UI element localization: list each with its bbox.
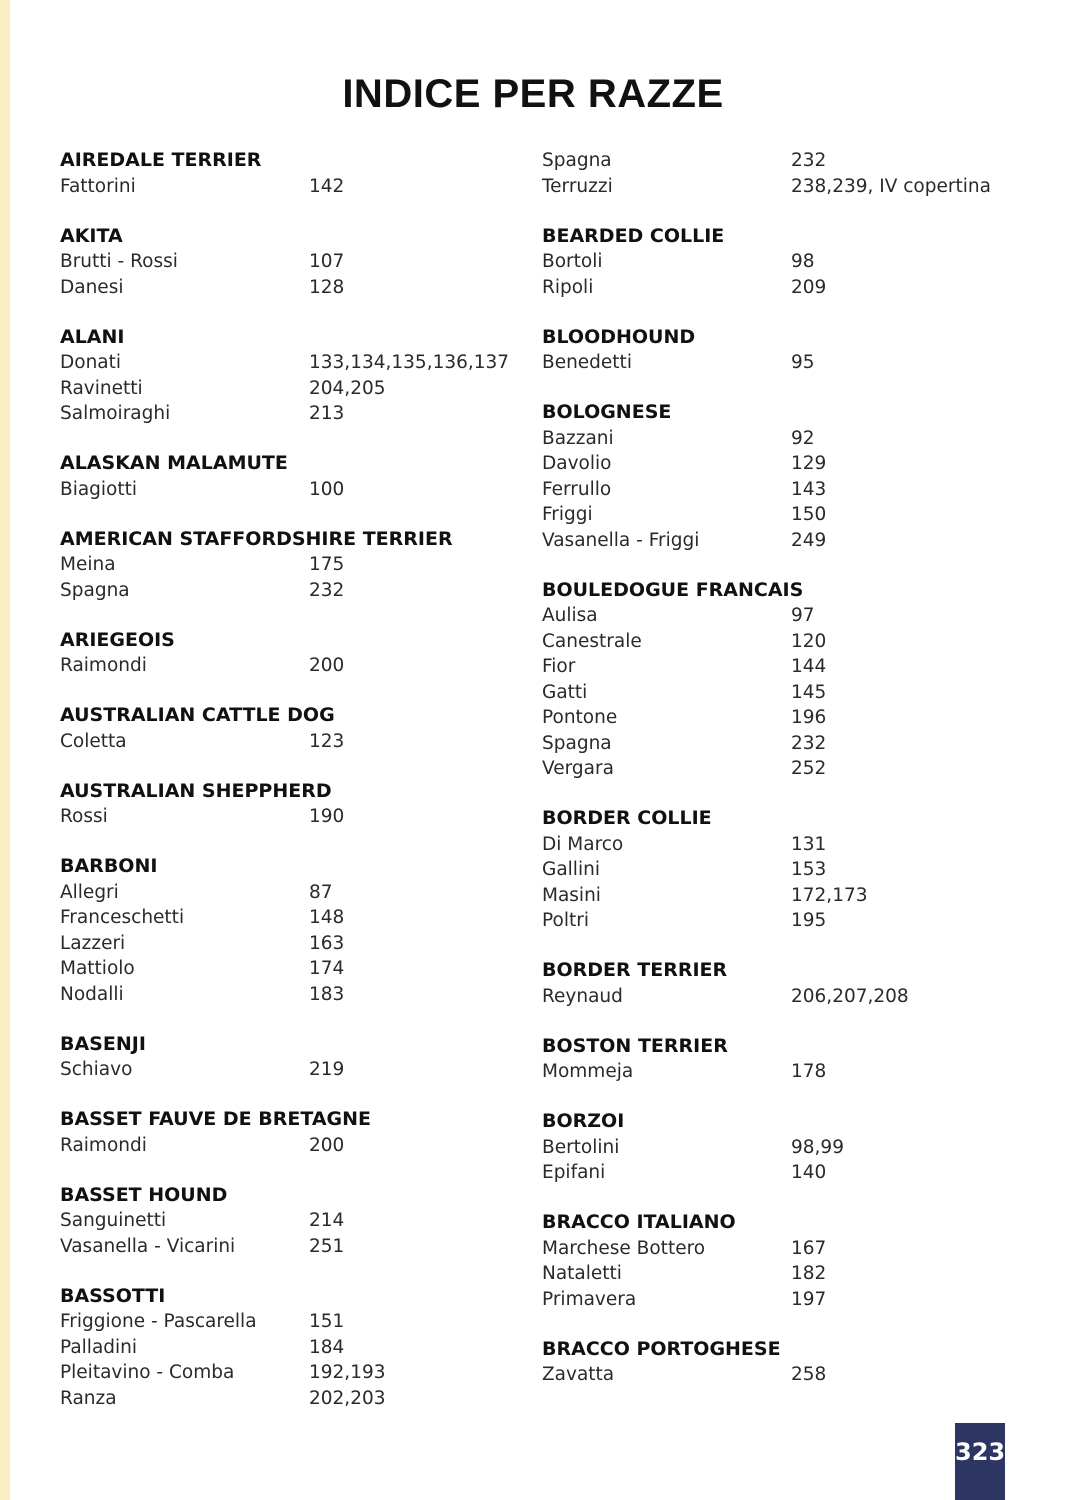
breeder-name: Friggi [542, 504, 593, 525]
breeder-name: Spagna [542, 732, 612, 754]
index-entry [60, 1360, 520, 1386]
breeder-name: Pleitavino - Comba [60, 1362, 235, 1383]
page-reference: 202,203 [309, 1387, 386, 1409]
index-entry [542, 832, 1002, 858]
breeder-name: Primavera [542, 1288, 637, 1310]
page-reference: 195 [791, 910, 827, 931]
index-entry [60, 653, 520, 679]
page-reference: 163 [309, 932, 345, 954]
page-reference: 87 [309, 881, 333, 903]
index-entry [60, 1234, 520, 1260]
page-reference: 128 [309, 276, 345, 298]
breed-heading: BEARDED COLLIE [542, 224, 725, 247]
index-entry [542, 502, 1002, 528]
index-entry [60, 350, 520, 376]
index-entry [60, 905, 520, 931]
index-entry [542, 249, 1002, 275]
index-entry [60, 956, 520, 982]
index-entry [60, 880, 520, 906]
index-entry [542, 629, 1002, 655]
page-reference: 107 [309, 251, 345, 272]
page-reference: 238,239, IV copertina [791, 175, 991, 197]
index-entry [60, 982, 520, 1008]
breed-heading: BARBONI [60, 855, 158, 877]
breeder-name: Schiavo [60, 1059, 133, 1080]
index-entry [542, 174, 1002, 200]
breeder-name: Brutti - Rossi [60, 251, 178, 272]
breeder-name: Danesi [60, 276, 124, 298]
breed-group [60, 628, 520, 679]
breeder-name: Spagna [542, 150, 612, 171]
breed-group [542, 578, 1002, 782]
breeder-name: Nataletti [542, 1263, 622, 1284]
breeder-name: Allegri [60, 881, 119, 903]
breeder-name: Biagiotti [60, 478, 138, 500]
breed-heading: ARIEGEOIS [60, 628, 175, 651]
breed-heading: AUSTRALIAN SHEPPHERD [60, 779, 332, 802]
page-reference: 214 [309, 1210, 345, 1231]
page-reference: 143 [791, 478, 827, 500]
page-reference: 133,134,135,136,137 [309, 352, 510, 373]
page-reference: 150 [791, 504, 827, 525]
breeder-name: Ripoli [542, 276, 594, 298]
page-reference: 123 [309, 730, 345, 752]
index-column-right [542, 148, 1002, 1412]
page-reference: 197 [791, 1288, 827, 1310]
breed-heading: AUSTRALIAN CATTLE DOG [60, 704, 335, 726]
index-entry [60, 729, 520, 755]
index-entry [542, 1362, 1002, 1388]
breeder-name: Terruzzi [542, 175, 613, 197]
breeder-name: Donati [60, 352, 122, 373]
page-reference: 232 [791, 150, 827, 171]
index-entry [542, 1287, 1002, 1313]
page-reference: 196 [791, 707, 827, 728]
breeder-name: Vergara [542, 758, 614, 779]
breed-group [60, 1284, 520, 1412]
index-entry [542, 680, 1002, 706]
index-entry [60, 249, 520, 275]
breed-group [542, 806, 1002, 934]
breeder-name: Palladini [60, 1336, 138, 1358]
breed-group [60, 325, 520, 427]
breeder-name: Fior [542, 656, 576, 677]
index-entry [542, 705, 1002, 731]
index-entry [542, 1059, 1002, 1085]
page-reference: 190 [309, 806, 345, 827]
breeder-name: Epifani [542, 1162, 606, 1183]
page-reference: 144 [791, 656, 827, 677]
page-reference: 120 [791, 630, 827, 652]
breed-heading: BRACCO PORTOGHESE [542, 1337, 781, 1360]
breed-group [60, 527, 520, 604]
breed-group [542, 148, 1002, 199]
breed-group [542, 1109, 1002, 1186]
breeder-name: Marchese Bottero [542, 1237, 706, 1259]
breed-heading: BASSET FAUVE DE BRETAGNE [60, 1108, 372, 1130]
breed-group [60, 148, 520, 199]
breeder-name: Bazzani [542, 427, 614, 449]
breeder-name: Rossi [60, 806, 108, 827]
page-edge-strip [0, 0, 10, 1500]
page-reference: 174 [309, 958, 345, 979]
index-entry [542, 731, 1002, 757]
breed-heading: BORDER COLLIE [542, 807, 712, 829]
breeder-name: Franceschetti [60, 907, 185, 928]
page-reference: 219 [309, 1059, 345, 1080]
index-entry [542, 984, 1002, 1010]
breeder-name: Lazzeri [60, 932, 126, 954]
index-entry [542, 1261, 1002, 1287]
page-reference: 182 [791, 1263, 827, 1284]
page-reference: 251 [309, 1235, 345, 1257]
page-reference: 209 [791, 276, 827, 298]
page-reference: 206,207,208 [791, 985, 909, 1007]
page-reference: 95 [791, 352, 815, 373]
breeder-name: Davolio [542, 453, 612, 474]
breed-heading: BOLOGNESE [542, 401, 672, 423]
breed-heading: AKITA [60, 224, 123, 247]
breeder-name: Meina [60, 554, 116, 575]
index-column-left [60, 148, 520, 1436]
page-reference: 200 [309, 655, 345, 676]
breed-group [60, 854, 520, 1007]
index-entry [60, 931, 520, 957]
breeder-name: Gallini [542, 859, 600, 880]
breeder-name: Ravinetti [60, 377, 143, 399]
breed-group [60, 703, 520, 754]
breeder-name: Friggione - Pascarella [60, 1311, 257, 1332]
page-number-tab: 323 [955, 1423, 1005, 1500]
index-entry [60, 1309, 520, 1335]
page-reference: 183 [309, 983, 345, 1005]
page-reference: 249 [791, 529, 827, 551]
page-reference: 232 [309, 579, 345, 601]
index-entry [60, 804, 520, 830]
breeder-name: Bortoli [542, 251, 603, 272]
breed-heading: AMERICAN STAFFORDSHIRE TERRIER [60, 527, 453, 550]
index-entry [60, 578, 520, 604]
breeder-name: Aulisa [542, 605, 598, 626]
page-reference: 148 [309, 907, 345, 928]
page-reference: 151 [309, 1311, 345, 1332]
breed-group [542, 224, 1002, 301]
breed-heading: BORZOI [542, 1110, 625, 1132]
index-entry [542, 1236, 1002, 1262]
index-entry [542, 477, 1002, 503]
breeder-name: Vasanella - Friggi [542, 529, 700, 551]
index-entry [542, 654, 1002, 680]
breeder-name: Mattiolo [60, 958, 135, 979]
breed-heading: BOULEDOGUE FRANCAIS [542, 578, 804, 601]
breeder-name: Ferrullo [542, 478, 612, 500]
breeder-name: Benedetti [542, 352, 632, 373]
index-entry [60, 1335, 520, 1361]
page-reference: 200 [309, 1134, 345, 1156]
page-reference: 131 [791, 833, 827, 855]
index-entry [542, 275, 1002, 301]
breed-heading: ALANI [60, 325, 125, 348]
index-entry [60, 1208, 520, 1234]
page-reference: 213 [309, 403, 345, 424]
index-entry [542, 756, 1002, 782]
breed-group [542, 1337, 1002, 1388]
breed-heading: BASSOTTI [60, 1284, 166, 1307]
index-entry [60, 1386, 520, 1412]
breeder-name: Zavatta [542, 1364, 615, 1385]
breed-heading: ALASKAN MALAMUTE [60, 452, 288, 474]
index-entry [60, 401, 520, 427]
page-title: INDICE PER RAZZE [342, 72, 724, 116]
index-entry [542, 603, 1002, 629]
index-entry [542, 426, 1002, 452]
breed-group [60, 1107, 520, 1158]
breeder-name: Reynaud [542, 985, 623, 1007]
index-entry [542, 451, 1002, 477]
breeder-name: Raimondi [60, 655, 147, 676]
page-reference: 184 [309, 1336, 345, 1358]
breeder-name: Gatti [542, 681, 588, 703]
breeder-name: Di Marco [542, 833, 624, 855]
index-entry [60, 477, 520, 503]
index-entry [542, 1135, 1002, 1161]
page-reference: 167 [791, 1237, 827, 1259]
breed-heading: AIREDALE TERRIER [60, 149, 262, 171]
breeder-name: Mommeja [542, 1061, 634, 1082]
breed-group [542, 400, 1002, 553]
breed-group [542, 958, 1002, 1009]
breeder-name: Canestrale [542, 630, 642, 652]
page-reference: 145 [791, 681, 827, 703]
breed-heading: BRACCO ITALIANO [542, 1211, 736, 1233]
breeder-name: Vasanella - Vicarini [60, 1235, 236, 1257]
index-entry [542, 857, 1002, 883]
index-entry [542, 908, 1002, 934]
index-entry [542, 528, 1002, 554]
page-reference: 140 [791, 1162, 827, 1183]
breed-heading: BORDER TERRIER [542, 959, 728, 981]
breeder-name: Salmoiraghi [60, 403, 171, 424]
breed-group [60, 779, 520, 830]
page-reference: 175 [309, 554, 345, 575]
breeder-name: Raimondi [60, 1134, 147, 1156]
page-reference: 153 [791, 859, 827, 880]
page-reference: 98 [791, 251, 815, 272]
breed-group [542, 1210, 1002, 1312]
breeder-name: Ranza [60, 1387, 117, 1409]
page-reference: 98,99 [791, 1136, 844, 1158]
page-reference: 97 [791, 605, 815, 626]
breeder-name: Coletta [60, 730, 127, 752]
breed-heading: BLOODHOUND [542, 325, 696, 348]
index-entry [60, 1133, 520, 1159]
page-reference: 142 [309, 175, 345, 197]
page-reference: 204,205 [309, 377, 386, 399]
breeder-name: Masini [542, 884, 601, 906]
breed-group [60, 1032, 520, 1083]
page-reference: 92 [791, 427, 815, 449]
page-reference: 100 [309, 478, 345, 500]
breeder-name: Bertolini [542, 1136, 620, 1158]
index-entry [60, 376, 520, 402]
breed-group [60, 1183, 520, 1260]
breeder-name: Fattorini [60, 175, 136, 197]
page-reference: 232 [791, 732, 827, 754]
index-entry [542, 883, 1002, 909]
index-entry [60, 275, 520, 301]
page-reference: 252 [791, 758, 827, 779]
page-reference: 192,193 [309, 1362, 386, 1383]
breed-group [60, 224, 520, 301]
index-entry [60, 552, 520, 578]
breed-heading: BOSTON TERRIER [542, 1034, 728, 1057]
breed-heading: BASENJI [60, 1032, 146, 1055]
index-entry [542, 148, 1002, 174]
index-entry [60, 174, 520, 200]
breeder-name: Poltri [542, 910, 589, 931]
page-reference: 172,173 [791, 884, 868, 906]
breeder-name: Spagna [60, 579, 130, 601]
index-entry [60, 1057, 520, 1083]
breeder-name: Sanguinetti [60, 1210, 167, 1231]
breeder-name: Nodalli [60, 983, 124, 1005]
breed-group [542, 325, 1002, 376]
breeder-name: Pontone [542, 707, 618, 728]
breed-group [60, 451, 520, 502]
breed-group [542, 1034, 1002, 1085]
page-reference: 178 [791, 1061, 827, 1082]
page-reference: 129 [791, 453, 827, 474]
breed-heading: BASSET HOUND [60, 1183, 228, 1206]
index-entry [542, 1160, 1002, 1186]
page-reference: 258 [791, 1364, 827, 1385]
index-entry [542, 350, 1002, 376]
